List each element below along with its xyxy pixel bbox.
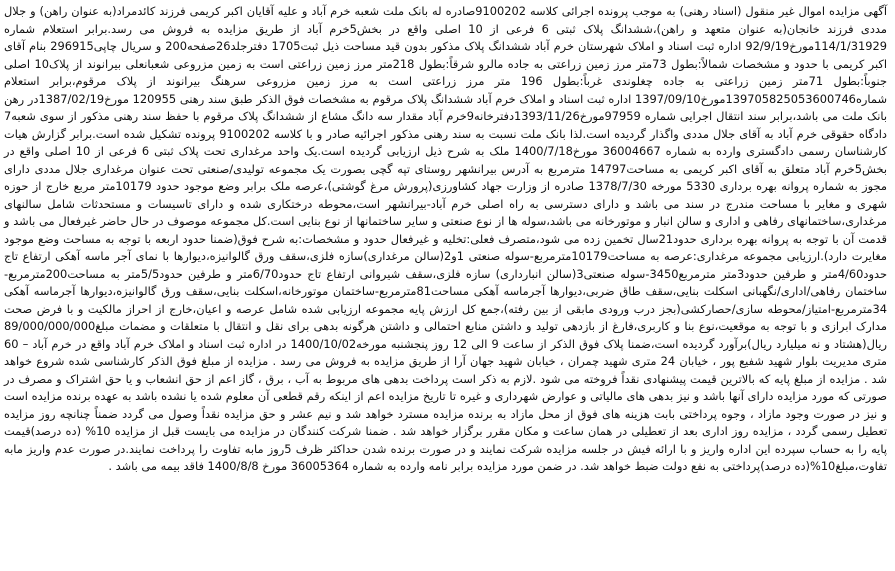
notice-body-text: آگهی مزایده اموال غیر منقول (اسناد رهنی) به موجب پرونده اجرائی کلاسه 9100202صادره له بانک ملت شعبه خرم آباد و علیه آقایان اکبر کریمی فرزند کائدمراد(به عنوان راهن) و جلال مددی فرزند خانجان(به عنوان متعهد و راهن)،ششدانگ پلاک ثبتی 6 فرعی از 10 اصلی واقع در بخش5خرم آباد از طریق مزایده به فروش می رسد.برابر استعلام شماره 114/1/31929مورخ92/9/19 اداره ثبت اسناد و املاک شهرستان خرم آباد ششدانگ پلاک مذکور بدون قید مساحت ذیل ثبت1705 دفترجلد26صفحه200 و سریال چاپی296915 بنام آقای اکبر کریمی با حدود و مشخصات شمالاً:بطول 73متر مرز زمین زراعتی به جاده مالرو شرقاً:بطول 218متر مرز زمین زراعتی است به زمین مزروعی شعبانعلی بیرانوند از پلاک10 اصلی جنوباً:بطول 71متر زمین زراعتی به جاده چغلوندی غرباً:بطول 196 متر مرز زراعتی است به مرز زمین مزروعی سرهنگ بیرانوند از پلاک مرقوم،برابر استعلام شماره139705825053600746مورخ1397/09/10 اداره ثبت اسناد و املاک خرم آباد ششدانگ پلاک مرقوم به مشخصات فوق الذکر طبق سند رهنی 120955 مورخ1387/02/19در رهن بانک ملت می باشد،برابر سند انتقال اجرایی شماره 97959مورخ1393/11/26دفترخانه9خرم آباد مقدار سه دانگ مشاع از ششدانگ پلاک مرقوم با حفظ سند رهنی مذکور از سوی شعبه7 دادگاه حقوقی خرم آباد به آقای جلال مددی واگذار گردیده است.لذا بانک ملت نسبت به سند رهنی مذکور اجرائیه صادر و با کلاسه 9100202 پرونده تشکیل شده است.برابر گزارش هیات کارشناسان رسمی دادگستری وارده به شماره 36004667 مورخ1400/7/18 ملک به شرح ذیل ارزیابی گردیده است.یک واحد مرغداری تحت پلاک ثبتی 6 فرعی از 10 اصلی واقع در بخش5خرم آباد متعلق به آقای اکبر کریمی به مساحت14797 مترمربع به آدرس بیرانشهر روستای تپه گچی بصورت یک مجموعه تولیدی/صنعتی تحت عنوان مرغداری جلال مددی دارای مجوز به شماره پروانه بهره برداری 5330 مورخه 1378/7/30 صادره از وزارت جهاد کشاورزی(پرورش مرغ گوشتی)،عرصه ملک برابر وضع موجود حدود 10179متر مربع خارج از حوزه شهری و مغایر با مساحت مندرج در سند می باشد و دارای دسترسی به راه اصلی خرم آباد-بیرانشهر است،محوطه درختکاری شده و دارای تاسیسات و مستحدثات شامل سالنهای مرغداری،ساختمانهای رفاهی و اداری و سالن انبار و موتورخانه می باشد،سوله ها از نوع صنعتی و سایر ساختمانها از نوع بنایی است.کل مجموعه موصوف در حال حاضر غیرفعال می باشد و قدمت آن با توجه به پروانه بهره برداری حدود21سال تخمین زده می شود،متصرف فعلی:تخلیه و غیرفعال حدود و مشخصات:به شرح فوق(ضمنا حدود اربعه با توجه به مساحت وضع موجود مغایرت دارد).ارزیابی مجموعه مرغداری:عرصه به مساحت10179مترمربع-سوله صنعتی 1و2(سالن مرغداری)سازه فلزی،سقف ورق گالوانیزه،دیوارها با نمای آجر ماسه آهکی ارتفاع تاج حدود4/60متر و طرفین حدود3متر مترمربع3450-سوله صنعتی3(سالن انبارداری) سازه فلزی،سقف شیروانی ارتفاع تاج حدود6/70متر و طرفین حدود5/5متر به مساحت200مترمربع-ساختمان رفاهی/اداری/نگهبانی اسکلت بنایی،سقف طاق ضربی،دیوارها آجرماسه آهکی مساحت81مترمربع-ساختمان موتورخانه،اسکلت بنایی،سقف ورق گالوانیزه،دیوارها آجرماسه آهکی 34مترمربع-امتیاز/محوطه سازی/حصارکشی(بجز درب ورودی مابقی از بین رفته)،جمع کل ارزش پایه مجموعه ارزیابی شده شامل عرصه و اعیان،خارج از احراز مالکیت و با فرض صحت مدارک ابرازی و با توجه به موقعیت،نوع بنا و کاربری،فارغ از بازدهی تولید و داشتن منابع احتمالی و داشتن هرگونه بدهی برای نقل و انتقال با متعلقات و مضمات مبلغ89/000/000/000 ریال(هشتاد و نه میلیارد ریال)برآورد گردیده است،ضمنا پلاک فوق الذکر از ساعت 9 الی 12 روز پنجشنبه مورخه1400/10/02 در اداره ثبت اسناد و املاک خرم آباد واقع در خرم آباد – 60 متری مدیریت بلوار شهید شفیع پور ، خیابان 24 متری شهید چمران ، خیابان شهید جهان آرا از طریق مزایده به فروش می رسد . مزایده از مبلغ فوق الذکر کارشناسی شده شروع خواهد شد . مزایده از مبلغ پایه که بالاترین قیمت پیشنهادی نقداً فروخته می شود .لازم به ذکر است پرداخت بدهی های مربوط به آب ، برق ، گاز اعم از حق انشعاب و یا حق اشتراک و مصرف در صورتی که مورد مزایده دارای آنها باشد و نیز بدهی های مالیاتی و عوارض شهرداری و غیره تا تاریخ مزایده اعم از اینکه رقم قطعی آن معلوم شده یا نشده باشد به عهده برنده مزایده است و نیز در صورت وجود مازاد ، وجوه پرداختی بابت هزینه های فوق از محل مازاد به برنده مزایده مسترد خواهد شد و نیم عشر و حق مزایده نقداً وصول می گردد ضمناً چنانچه روز مزایده تعطیل رسمی گردد ، مزایده روز اداری بعد از تعطیلی در همان ساعت و مکان مقرر برگزار خواهد شد . ضمنا شرکت کنندگان در مزایده می بایست قبل از مزایده 10% (ده درصد)قیمت پایه را به حساب سپرده این اداره واریز و با ارائه فیش در جلسه مزایده شرکت نمایند و در صورت برنده شدن حداکثر ظرف 5روز مابه تفاوت را پرداخت نمایند.در صورت عدم واریز مابه تفاوت،مبلغ10%(ده درصد)پرداختی به نفع دولت ضبط خواهد شد. در ضمن مورد مزایده برابر نامه وارده به شماره 36005364 مورخ 1400/8/8 فاقد بیمه می باشد . xyxy=(4,4,888,473)
auction-notice xyxy=(4,3,887,569)
